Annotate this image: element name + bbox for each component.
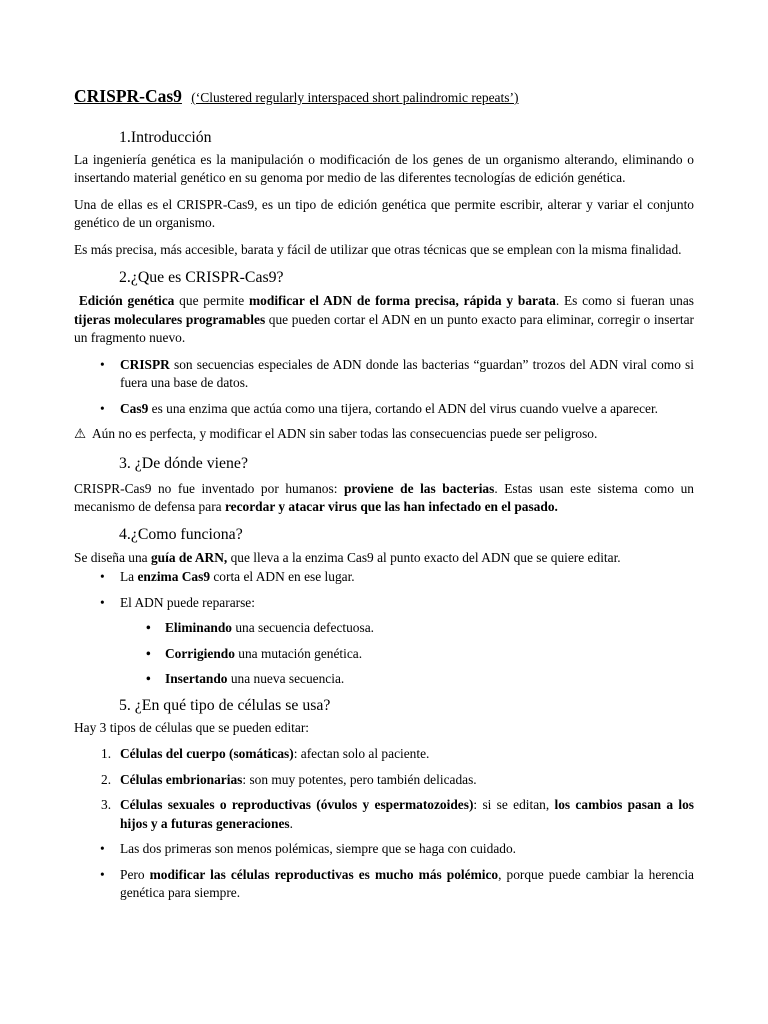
bold-text: Células sexuales o reproductivas (óvulos y espermatozoides) bbox=[120, 797, 474, 812]
list-item bbox=[74, 568, 694, 587]
text: que lleva a la enzima Cas9 al punto exacto del ADN que se quiere editar. bbox=[227, 549, 621, 565]
text: : si se editan, bbox=[473, 797, 555, 812]
text: CRISPR-Cas9 no fue inventado por humanos: bbox=[74, 480, 344, 496]
text: : son muy potentes, pero también delicadas. bbox=[242, 771, 477, 787]
list-item bbox=[74, 745, 694, 764]
bullet-list bbox=[74, 568, 694, 612]
text: una secuencia defectuosa. bbox=[231, 620, 374, 635]
text: Las dos primeras son menos polémicas, siempre que se haga con cuidado. bbox=[120, 841, 517, 856]
bold-text: Edición genética bbox=[78, 293, 175, 308]
bold-text: proviene de las bacterias bbox=[343, 480, 495, 496]
warning-text: Aún no es perfecta, y modificar el ADN sin saber todas las consecuencias puede ser peligroso. bbox=[92, 426, 598, 441]
sub-bullet-list bbox=[74, 619, 694, 689]
text: Se diseña una bbox=[74, 549, 151, 565]
text: es una enzima que actúa como una tijera, cortando el ADN del virus cuando vuelve a aparecer. bbox=[148, 400, 659, 416]
list-item bbox=[74, 356, 694, 393]
text: El ADN puede repararse: bbox=[120, 594, 255, 610]
bold-text: Células embrionarias bbox=[120, 771, 243, 787]
text: La bbox=[120, 569, 138, 584]
bullet: • bbox=[100, 841, 105, 856]
bullet: • bbox=[100, 594, 105, 610]
list-item bbox=[74, 771, 694, 790]
sub-list-item bbox=[74, 619, 694, 638]
text: son secuencias especiales de ADN donde las bacterias “guardan” trozos del ADN viral como si fuera una base de datos. bbox=[120, 356, 694, 390]
bullet-list bbox=[74, 356, 694, 419]
numbered-list bbox=[74, 745, 694, 833]
paragraph: La ingeniería genética es la manipulación o modificación de los genes de un organismo alterando, eliminando o insertando material genético en su genoma por medio de las diferentes tecnologías de edición genética. bbox=[74, 151, 694, 185]
bold-text: modificar el ADN de forma precisa, rápida y barata bbox=[249, 293, 556, 308]
bullet: • bbox=[146, 620, 151, 635]
paragraph bbox=[74, 292, 694, 348]
bold-text: guía de ARN, bbox=[150, 549, 228, 565]
bold-text: Cas9 bbox=[120, 400, 149, 416]
list-number: 2. bbox=[101, 771, 112, 787]
list-number: 1. bbox=[101, 746, 112, 761]
text: una nueva secuencia. bbox=[227, 671, 345, 686]
bullet: • bbox=[146, 645, 151, 661]
paragraph: Hay 3 tipos de células que se pueden editar: bbox=[74, 719, 310, 735]
paragraph: Una de ellas es el CRISPR-Cas9, es un tipo de edición genética que permite escribir, alterar y variar el conjunto genético de un organismo. bbox=[74, 196, 694, 230]
text: , porque puede cambiar la herencia genética para siempre. bbox=[120, 866, 694, 900]
bold-text: tijeras moleculares programables bbox=[74, 311, 266, 327]
bullet: • bbox=[100, 400, 105, 416]
bold-text: Corrigiendo bbox=[165, 645, 235, 661]
bold-text: los cambios pasan a los hijos y a futuras generaciones bbox=[120, 797, 695, 831]
text: que pueden cortar el ADN en un punto exacto para eliminar, corregir o insertar un fragmento nuevo. bbox=[74, 311, 694, 345]
title-main: CRISPR-Cas9 bbox=[74, 86, 182, 106]
paragraph bbox=[74, 480, 694, 517]
paragraph: Es más precisa, más accesible, barata y fácil de utilizar que otras técnicas que se emplean con la misma finalidad. bbox=[74, 241, 682, 257]
text: . bbox=[289, 815, 293, 831]
sub-list-item bbox=[74, 645, 694, 664]
bullet: • bbox=[100, 356, 105, 372]
bullet: • bbox=[100, 866, 105, 882]
section-heading-introduccion: 1.Introducción bbox=[119, 128, 212, 146]
list-item bbox=[74, 796, 694, 833]
title-subtitle: (‘Clustered regularly interspaced short palindromic repeats’) bbox=[191, 90, 519, 105]
sub-list-item bbox=[74, 670, 694, 689]
bold-text: CRISPR bbox=[120, 356, 170, 372]
text: corta el ADN en ese lugar. bbox=[210, 569, 355, 584]
list-number: 3. bbox=[101, 797, 112, 812]
list-item bbox=[74, 400, 694, 419]
bullet: • bbox=[100, 569, 105, 584]
document-title bbox=[74, 87, 694, 108]
text: Pero bbox=[120, 866, 150, 882]
bold-text: Insertando bbox=[165, 671, 228, 686]
bold-text: Células del cuerpo (somáticas) bbox=[120, 746, 294, 761]
bold-text: enzima Cas9 bbox=[137, 569, 211, 584]
text: : afectan solo al paciente. bbox=[293, 746, 430, 761]
text: . Es como si fueran unas bbox=[555, 293, 694, 308]
section-heading-de-donde-viene: 3. ¿De dónde viene? bbox=[119, 454, 248, 472]
section-heading-tipo-de-celulas: 5. ¿En qué tipo de células se usa? bbox=[119, 696, 331, 714]
bullet-list bbox=[74, 840, 694, 903]
list-item bbox=[74, 840, 694, 859]
text: . Estas usan este sistema como un mecanismo de defensa para bbox=[74, 480, 694, 514]
bullet: • bbox=[146, 671, 151, 686]
text: que permite bbox=[174, 293, 250, 308]
bold-text: modificar las células reproductivas es mucho más polémico bbox=[149, 866, 499, 882]
document-content bbox=[74, 87, 694, 910]
list-item bbox=[74, 866, 694, 903]
warning-note bbox=[74, 425, 694, 444]
text: una mutación genética. bbox=[234, 645, 363, 661]
bold-text: Eliminando bbox=[165, 620, 232, 635]
bold-text: recordar y atacar virus que las han infectado en el pasado. bbox=[224, 499, 558, 514]
section-heading-como-funciona: 4.¿Como funciona? bbox=[119, 525, 243, 543]
paragraph bbox=[74, 549, 694, 568]
section-heading-que-es: 2.¿Que es CRISPR-Cas9? bbox=[119, 269, 284, 286]
warning-icon: ⚠ bbox=[74, 426, 87, 441]
list-item bbox=[74, 594, 694, 613]
